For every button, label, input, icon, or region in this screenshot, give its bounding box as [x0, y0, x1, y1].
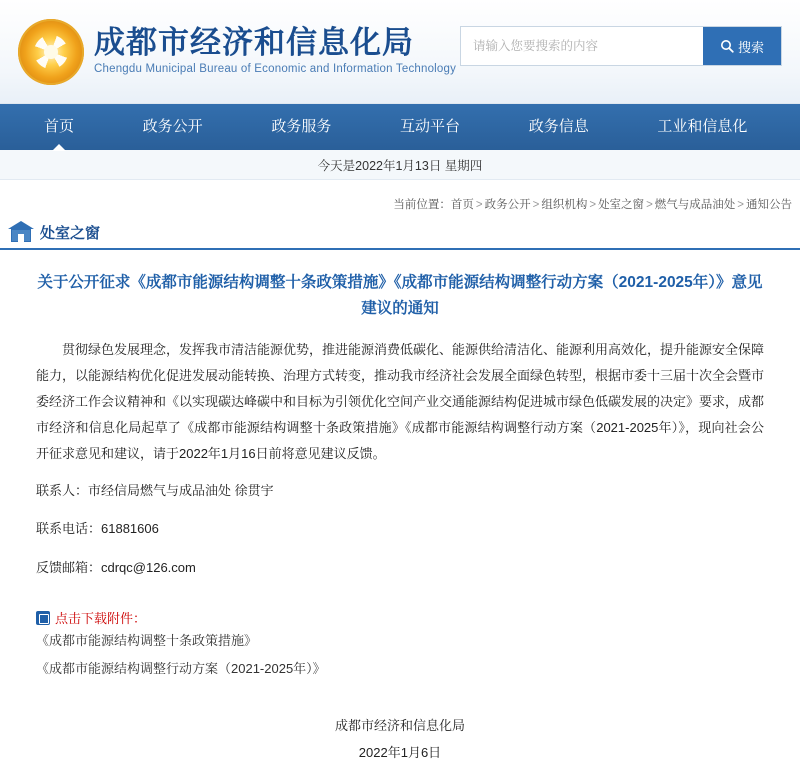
- article: [0, 250, 800, 767]
- breadcrumb-item-3[interactable]: 处室之窗: [598, 199, 645, 211]
- attachment-heading: [36, 608, 764, 627]
- contact-email: 反馈邮箱：cdrqc@126.com: [36, 559, 196, 575]
- article-body: 贯彻绿色发展理念，发挥我市清洁能源优势，推进能源消费低碳化、能源供给清洁化、能源利用高效化，提升能源安全保障能力，以能源结构优化促进发展动能转换、治理方式转变，推动我市经济社会发展全面绿色转型，根据市委十三届十次全会暨市委经济工作会议精神和《以实现碳达峰碳中和目标为引领优化空间产业交通能源结构促进城市绿色低碳发展的决定》要求，成都市经济和信息化局起草了《成都市能源结构调整十条政策措施》《成都市能源结构调整行动方案（2021-2025年）》，现向社会公开征求意见和建议，请于2022年1月16日前将意见建议反馈。: [36, 341, 765, 461]
- section-title: 处室之窗: [40, 224, 101, 242]
- breadcrumb-item-1[interactable]: 政务公开: [484, 199, 531, 211]
- site-title-block: [94, 27, 456, 76]
- sun-emblem-icon: [18, 19, 84, 85]
- signature: [36, 712, 764, 767]
- search-icon: [720, 39, 734, 53]
- breadcrumb-item-2[interactable]: 组织机构: [541, 199, 588, 211]
- contact-person: 联系人：市经信局燃气与成品油处 徐贯宇: [36, 482, 274, 498]
- nav-item-government-services[interactable]: 政务服务: [271, 118, 332, 135]
- search-button[interactable]: [703, 27, 781, 65]
- nav-item-government-openness[interactable]: 政务公开: [142, 118, 203, 135]
- site-header: [0, 0, 800, 104]
- breadcrumb-prefix: 当前位置：: [393, 199, 451, 211]
- breadcrumb-sep-3: >: [646, 199, 653, 211]
- breadcrumb: [393, 196, 792, 216]
- breadcrumb-sep-4: >: [737, 199, 744, 211]
- attachment-heading-label: 点击下载附件：: [55, 611, 147, 627]
- nav-item-industry-informatization[interactable]: 工业和信息化: [657, 118, 748, 135]
- nav-item-interactive-platform[interactable]: 互动平台: [400, 118, 461, 135]
- breadcrumb-sep-0: >: [475, 199, 483, 211]
- breadcrumb-item-5[interactable]: 通知公告: [746, 199, 792, 211]
- search-input[interactable]: [461, 27, 703, 65]
- house-icon: [8, 220, 34, 244]
- date-bar: 今天是2022年1月13日 星期四: [0, 150, 800, 180]
- signature-date: 2022年1月6日: [358, 745, 442, 761]
- site-title-cn: 成都市经济和信息化局: [94, 25, 414, 61]
- nav-item-home[interactable]: 首页: [28, 104, 90, 150]
- section-title-row: [0, 216, 800, 250]
- attachment-link-1[interactable]: 《成都市能源结构调整十条政策措施》: [36, 633, 258, 649]
- breadcrumb-row: [0, 180, 800, 216]
- download-icon: [36, 611, 50, 625]
- site-logo[interactable]: [18, 19, 456, 85]
- breadcrumb-item-4[interactable]: 燃气与成品油处: [654, 199, 736, 211]
- signature-org: 成都市经济和信息化局: [334, 718, 465, 734]
- breadcrumb-sep-1: >: [532, 199, 540, 211]
- breadcrumb-sep-2: >: [589, 199, 597, 211]
- nav-item-government-information[interactable]: 政务信息: [528, 118, 589, 135]
- search-box: [460, 26, 782, 66]
- breadcrumb-item-0[interactable]: 首页: [450, 199, 474, 211]
- main-nav: [0, 104, 800, 150]
- attachment-link-2[interactable]: 《成都市能源结构调整行动方案（2021-2025年）》: [36, 660, 326, 676]
- contact-phone: 联系电话：61881606: [36, 521, 159, 537]
- search-button-label: 搜索: [737, 39, 764, 55]
- site-title-en: Chengdu Municipal Bureau of Economic and Information Technology: [94, 63, 457, 76]
- article-title: 关于公开征求《成都市能源结构调整十条政策措施》《成都市能源结构调整行动方案（2021-2025年）》意见建议的通知: [37, 274, 763, 318]
